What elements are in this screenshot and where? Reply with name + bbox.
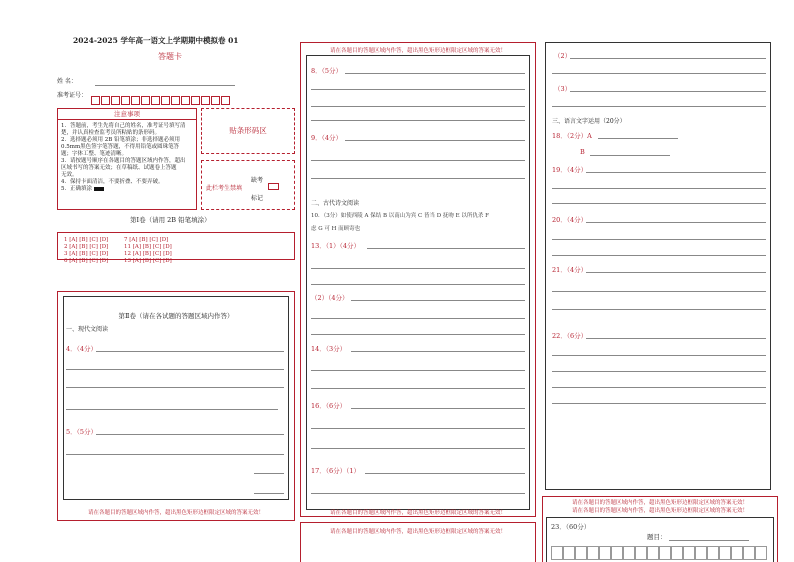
answer-line[interactable] <box>552 73 766 74</box>
absent-area <box>201 160 295 210</box>
answer-line[interactable] <box>586 222 766 223</box>
absent-checkbox[interactable] <box>268 183 279 190</box>
q17-2-label: （2） <box>554 52 572 60</box>
essay-grid-cell[interactable] <box>707 546 719 560</box>
answer-line[interactable] <box>66 369 284 370</box>
mcq-col2[interactable] <box>124 237 172 265</box>
answer-line[interactable] <box>66 454 284 455</box>
essay-grid-cell[interactable] <box>599 546 611 560</box>
answer-line[interactable] <box>311 370 525 371</box>
answer-line[interactable] <box>311 334 525 335</box>
warning-text: 请在各题目的答题区域内作答，超出黑色矩形边框限定区域的答案无效！ <box>87 510 264 516</box>
answer-line[interactable] <box>345 140 525 141</box>
note-line: 题；字体工整、笔迹清晰。 <box>61 151 128 157</box>
answer-line[interactable] <box>552 203 766 204</box>
answer-line[interactable] <box>345 73 525 74</box>
note-line: 无效。 <box>61 172 78 178</box>
mcq-row[interactable]: 7 [A] [B] [C] [D] <box>124 237 169 243</box>
answer-line[interactable] <box>552 403 766 404</box>
answer-line[interactable] <box>311 388 525 389</box>
warning-text: 请在各题目的答题区域内作答，超出黑色矩形边框限定区域的答案无效！ <box>329 48 506 54</box>
answer-line[interactable] <box>311 160 525 161</box>
answer-line[interactable] <box>598 138 678 139</box>
essay-grid-cell[interactable] <box>695 546 707 560</box>
answer-line[interactable] <box>66 409 278 410</box>
q23-label: 23．（60分） <box>551 523 591 531</box>
q4-label: 4．（4分） <box>66 345 98 353</box>
answer-line[interactable] <box>311 318 525 319</box>
essay-grid-cell[interactable] <box>611 546 623 560</box>
q22-label: 22．（6分） <box>552 332 588 340</box>
note-line: 2．选择题必须用 2B 铅笔填涂；非选择题必须用 <box>61 137 181 143</box>
q10-label-cont[interactable]: 虑 G 可 H 而顾寄也 <box>311 226 361 232</box>
name-field[interactable] <box>95 85 235 86</box>
id-cells[interactable] <box>91 90 231 109</box>
answer-line[interactable] <box>552 106 766 107</box>
answer-line[interactable] <box>552 387 766 388</box>
q10-label[interactable]: 10．（3分）如使西陵 A 保结 B 以南山为宾 C 皆当 D 抚吻 E 以所仇杀 F <box>311 213 489 219</box>
barcode-area <box>201 108 295 154</box>
q18-label: 18．（2分）A <box>552 132 592 140</box>
answer-line[interactable] <box>254 473 284 474</box>
essay-grid-cell[interactable] <box>671 546 683 560</box>
answer-line[interactable] <box>311 120 525 121</box>
q18b-label: B <box>580 148 585 156</box>
mcq-row[interactable]: 12 [A] [B] [C] [D] <box>124 251 172 257</box>
q5-label: 5．（5分） <box>66 428 98 436</box>
answer-line[interactable] <box>552 255 766 256</box>
essay-grid-cell[interactable] <box>623 546 635 560</box>
warning-text: 请在各题目的答题区域内作答，超出黑色矩形边框限定区域的答案无效！ <box>329 510 506 516</box>
mcq-row[interactable]: 2 [A] [B] [C] [D] <box>64 244 109 250</box>
answer-line[interactable] <box>351 300 525 301</box>
name-label: 姓 名： <box>57 78 77 85</box>
answer-line[interactable] <box>311 448 525 449</box>
essay-inner <box>546 517 774 562</box>
page-title: 2024-2025 学年高一语文上学期期中模拟卷 01 <box>73 36 239 45</box>
answer-line[interactable] <box>586 272 766 273</box>
essay-topic-line[interactable] <box>669 540 749 541</box>
q16-label: 16．（6分） <box>311 402 347 410</box>
note-line: 4．保持卡面清洁，不要折叠、不要弄破。 <box>61 179 164 185</box>
section2-title: 第Ⅱ卷（请在各试题的答题区域内作答） <box>118 312 234 320</box>
column2-inner <box>306 55 530 510</box>
essay-grid-cell[interactable] <box>551 546 563 560</box>
q14-label: 14．（3分） <box>311 345 347 353</box>
mark-label: 标记 <box>251 195 264 202</box>
answer-line[interactable] <box>552 239 766 240</box>
answer-line[interactable] <box>311 89 525 90</box>
notes-box <box>57 108 197 210</box>
warning-text: 请在各题目的答题区域内作答，超出黑色矩形边框限定区域的答案无效！ <box>571 508 748 514</box>
note-line: 3．请按题号顺序在各题目的答题区域内作答，超出 <box>61 158 186 164</box>
answer-line[interactable] <box>552 188 766 189</box>
note-line-text: 5．正确填涂 <box>61 186 92 192</box>
answer-line[interactable] <box>311 284 525 285</box>
q13-2-label: （2）（4分） <box>311 294 349 302</box>
q21-label: 21．（4分） <box>552 266 588 274</box>
notes-list <box>58 120 196 196</box>
essay-grid-cell[interactable] <box>587 546 599 560</box>
column3-box <box>545 42 771 490</box>
mcq-row[interactable]: 11 [A] [B] [C] [D] <box>124 244 172 250</box>
note-line: 1．答题前，考生先将自己的姓名，准考证号填写清 <box>61 123 186 129</box>
section1-title: 第Ⅰ卷（请用 2B 铅笔填涂） <box>130 216 211 224</box>
mcq-row[interactable]: 13 [A] [B] [C] [D] <box>124 258 172 264</box>
answer-line[interactable] <box>311 493 525 494</box>
answer-line[interactable] <box>351 408 525 409</box>
essay-grid-cell[interactable] <box>575 546 587 560</box>
id-label: 准考证号： <box>57 92 88 99</box>
essay-topic-label: 题目： <box>647 533 667 541</box>
q8-label: 8．（5分） <box>311 67 343 75</box>
answer-line[interactable] <box>351 351 525 352</box>
answer-line[interactable] <box>365 473 525 474</box>
answer-line[interactable] <box>311 106 525 107</box>
answer-line[interactable] <box>311 178 525 179</box>
part3-heading: 三、语言文字运用（20分） <box>552 118 626 125</box>
essay-grid-cell[interactable] <box>563 546 575 560</box>
q9-label: 9．（4分） <box>311 134 343 142</box>
q19-label: 19．（4分） <box>552 166 588 174</box>
absent-label: 缺考 <box>251 177 264 184</box>
essay-grid-cell[interactable] <box>647 546 659 560</box>
answer-card-subtitle: 答题卡 <box>158 52 182 61</box>
answer-line[interactable] <box>570 58 766 59</box>
answer-line[interactable] <box>586 338 766 339</box>
answer-line[interactable] <box>96 434 284 435</box>
warning-text: 请在各题目的答题区域内作答，超出黑色矩形边框限定区域的答案无效！ <box>571 500 748 506</box>
answer-line[interactable] <box>66 387 284 388</box>
essay-grid-cell[interactable] <box>659 546 671 560</box>
answer-line[interactable] <box>311 268 525 269</box>
mcq-row[interactable]: 6 [A] [B] [C] [D] <box>64 258 109 264</box>
answer-line[interactable] <box>586 172 766 173</box>
essay-grid-cell[interactable] <box>719 546 731 560</box>
mcq-row[interactable]: 3 [A] [B] [C] [D] <box>64 251 109 257</box>
notes-title: 注意事项 <box>58 109 196 120</box>
essay-grid-cell[interactable] <box>683 546 695 560</box>
answer-line[interactable] <box>552 371 766 372</box>
part1-heading: 一、现代文阅读 <box>66 326 109 333</box>
essay-grid-cell[interactable] <box>743 546 755 560</box>
q13-label: 13．（1）（4分） <box>311 242 361 250</box>
essay-grid-cell[interactable] <box>635 546 647 560</box>
section2-inner <box>63 296 289 500</box>
mcq-row[interactable]: 1 [A] [B] [C] [D] <box>64 237 109 243</box>
warning-text: 请在各题目的答题区域内作答，超出黑色矩形边框限定区域的答案无效！ <box>329 529 506 535</box>
filled-mark-icon <box>94 187 104 191</box>
answer-line[interactable] <box>552 291 766 292</box>
q17-label: 17．（6分）（1） <box>311 467 361 475</box>
barcode-label: 贴条形码区 <box>229 126 267 135</box>
answer-line[interactable] <box>254 493 284 494</box>
answer-line[interactable] <box>311 428 525 429</box>
answer-line[interactable] <box>590 155 670 156</box>
answer-line[interactable] <box>570 91 766 92</box>
mcq-box[interactable] <box>57 232 295 264</box>
q17-3-label: （3） <box>554 85 572 93</box>
answer-line[interactable] <box>367 248 525 249</box>
part2-heading: 二、古代诗文阅读 <box>311 200 360 207</box>
answer-line[interactable] <box>96 351 284 352</box>
mcq-col1[interactable] <box>64 237 108 265</box>
note-line <box>61 186 193 193</box>
essay-grid-cell[interactable] <box>755 546 767 560</box>
essay-grid-cell[interactable] <box>731 546 743 560</box>
note-line: 楚，并认真检查监考员所粘贴的条形码。 <box>61 130 161 136</box>
answer-line[interactable] <box>552 309 766 310</box>
absent-note: 此栏考生禁填 <box>206 185 243 192</box>
note-line: 区域书写的答案无效；在草稿纸、试题卷上答题 <box>61 165 177 171</box>
answer-line[interactable] <box>552 355 766 356</box>
note-line: 0.5mm黑色签字笔答题，不得用铅笔或圆珠笔答 <box>61 144 180 150</box>
q20-label: 20．（4分） <box>552 216 588 224</box>
